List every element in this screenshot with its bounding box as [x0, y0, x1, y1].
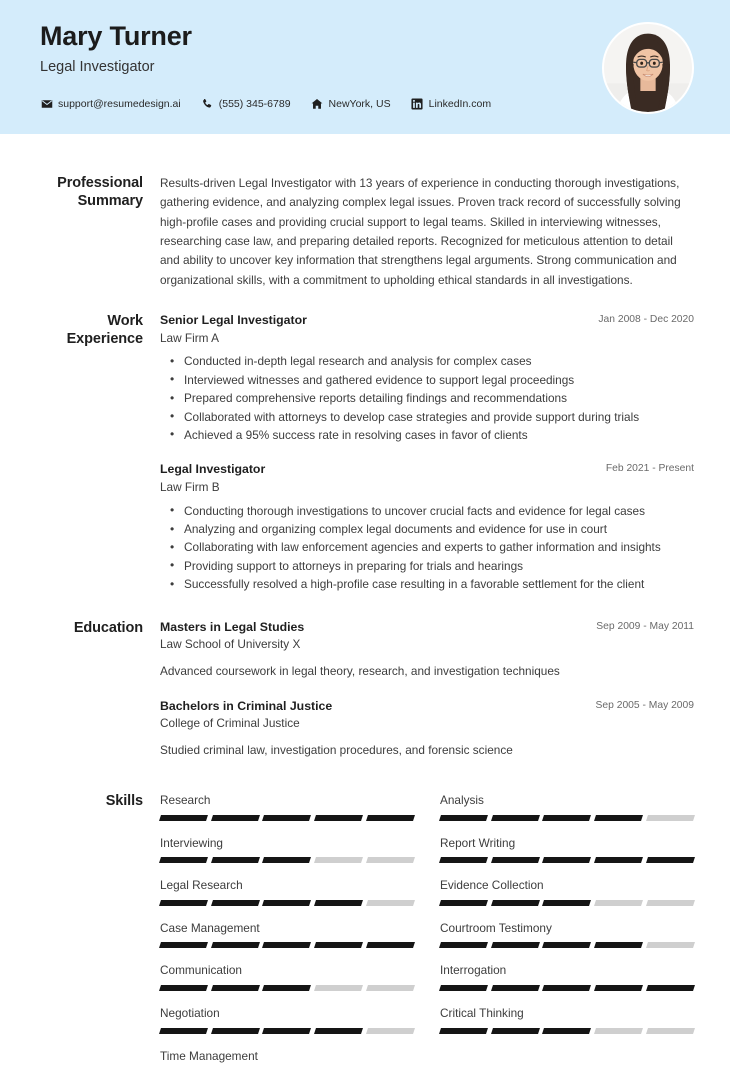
school-name: Law School of University X: [160, 636, 582, 653]
skill-name: Courtroom Testimony: [440, 920, 694, 937]
skill-level-segment: [491, 900, 540, 906]
entry-titles: [160, 698, 582, 732]
list-item: • Collaborated with attorneys to develop case strategies and provide support during trials: [182, 409, 694, 426]
skill-level-segment: [542, 1028, 591, 1034]
skill-level-segment: [262, 985, 311, 991]
skill-level-segment: [366, 815, 415, 821]
skill-level-segment: [594, 900, 643, 906]
skill-level-bar: [440, 815, 694, 821]
list-item: • Analyzing and organizing complex legal documents and evidence for use in court: [182, 521, 694, 538]
responsibility-list: [160, 353, 694, 444]
degree-title: Masters in Legal Studies: [160, 619, 582, 636]
contact-text: support@resumedesign.ai: [58, 98, 181, 110]
skill-name: Case Management: [160, 920, 414, 937]
skill-level-segment: [594, 985, 643, 991]
skill-name: Time Management: [160, 1048, 414, 1065]
skill-level-segment: [542, 857, 591, 863]
skill-level-segment: [262, 857, 311, 863]
skill-level-segment: [542, 942, 591, 948]
skill-name: Negotiation: [160, 1005, 414, 1022]
skill-name: Communication: [160, 962, 414, 979]
entry-header: [160, 312, 694, 346]
summary-text: Results-driven Legal Investigator with 13 years of experience in conducting thorough investigations, gathering evidence, and analyzing complex legal issues. Proven track record of successfully solving high-profile cases and providing crucial support to legal teams. Skilled in interviewing witnesses, researching case law, and preparing detailed reports. Recognized for meticulous attention to detail and ability to uncover key information that strengthens legal arguments. Strong communication and organizational skills, with a commitment to upholding ethical standards in all investigations.: [160, 174, 694, 290]
company-name: Law Firm A: [160, 330, 584, 347]
skill-level-segment: [366, 857, 415, 863]
education-entry: [160, 698, 694, 760]
skill-level-segment: [594, 857, 643, 863]
skill-name: Interviewing: [160, 835, 414, 852]
skill-level-segment: [542, 900, 591, 906]
skill-name: Interrogation: [440, 962, 694, 979]
skill-level-segment: [594, 942, 643, 948]
section-label-education: Education: [40, 619, 160, 762]
section-label-skills: Skills: [40, 792, 160, 1084]
skill-item: [440, 835, 694, 878]
skill-item: [160, 1048, 414, 1084]
contact-row: [40, 97, 511, 110]
skill-item: [440, 962, 694, 1005]
skill-level-segment: [159, 857, 208, 863]
entry-header: [160, 619, 694, 653]
contact-text: NewYork, US: [329, 98, 391, 110]
skill-level-segment: [439, 900, 488, 906]
skill-level-bar: [440, 942, 694, 948]
list-item: • Collaborating with law enforcement agencies and experts to gather information and insights: [182, 539, 694, 556]
skill-level-segment: [439, 857, 488, 863]
experience-entry: [160, 312, 694, 444]
skill-level-segment: [439, 1028, 488, 1034]
contact-item-linkedin[interactable]: [411, 97, 491, 110]
skill-item: [160, 877, 414, 920]
skill-level-segment: [159, 1028, 208, 1034]
list-item: • Achieved a 95% success rate in resolving cases in favor of clients: [182, 427, 694, 444]
company-name: Law Firm B: [160, 479, 592, 496]
skill-name: Report Writing: [440, 835, 694, 852]
contact-text: LinkedIn.com: [429, 98, 491, 110]
skill-level-segment: [542, 815, 591, 821]
skill-name: Legal Research: [160, 877, 414, 894]
education-entry: [160, 619, 694, 681]
date-range: Jan 2008 - Dec 2020: [584, 312, 694, 325]
skill-name: Critical Thinking: [440, 1005, 694, 1022]
skill-level-segment: [314, 900, 363, 906]
contact-item-envelope[interactable]: [40, 97, 181, 110]
skill-level-segment: [211, 857, 260, 863]
entry-titles: [160, 461, 592, 495]
skill-level-bar: [160, 900, 414, 906]
skill-level-segment: [262, 1028, 311, 1034]
skill-item: [440, 920, 694, 963]
skill-level-segment: [646, 900, 695, 906]
page-title: Mary Turner: [40, 22, 730, 52]
skill-level-segment: [542, 985, 591, 991]
list-item: • Interviewed witnesses and gathered evidence to support legal proceedings: [182, 372, 694, 389]
section-professional-summary: [0, 174, 730, 290]
skill-level-bar: [160, 942, 414, 948]
skill-level-segment: [491, 815, 540, 821]
list-item: • Conducting thorough investigations to uncover crucial facts and evidence for legal cases: [182, 503, 694, 520]
list-item: • Conducted in-depth legal research and analysis for complex cases: [182, 353, 694, 370]
skill-level-segment: [262, 815, 311, 821]
skill-item: [160, 792, 414, 835]
skill-level-segment: [262, 900, 311, 906]
envelope-icon: [40, 97, 53, 110]
date-range: Feb 2021 - Present: [592, 461, 694, 474]
skill-item: [440, 877, 694, 920]
linkedin-icon: [411, 97, 424, 110]
education-note: Studied criminal law, investigation procedures, and forensic science: [160, 742, 694, 760]
phone-icon: [201, 97, 214, 110]
home-icon: [311, 97, 324, 110]
skill-level-segment: [211, 985, 260, 991]
skill-name: Analysis: [440, 792, 694, 809]
skill-level-bar: [440, 985, 694, 991]
skill-name: Research: [160, 792, 414, 809]
list-item: • Providing support to attorneys in preparing for trials and hearings: [182, 558, 694, 575]
entry-header: [160, 461, 694, 495]
job-position-title: Senior Legal Investigator: [160, 312, 584, 329]
skill-level-segment: [211, 942, 260, 948]
job-title: Legal Investigator: [40, 59, 730, 76]
skill-level-segment: [159, 985, 208, 991]
skill-level-segment: [491, 857, 540, 863]
skill-level-bar: [440, 1028, 694, 1034]
contact-item-phone[interactable]: [201, 97, 291, 110]
skill-level-segment: [439, 815, 488, 821]
skill-item: [440, 1005, 694, 1048]
section-label-experience: Work Experience: [40, 312, 160, 596]
skill-level-segment: [314, 985, 363, 991]
skill-level-bar: [440, 900, 694, 906]
skill-level-bar: [160, 857, 414, 863]
skill-level-segment: [594, 815, 643, 821]
job-position-title: Legal Investigator: [160, 461, 592, 478]
experience-entry: [160, 461, 694, 593]
section-skills: [0, 792, 730, 1084]
skill-level-segment: [439, 942, 488, 948]
skills-grid: [160, 792, 694, 1084]
skill-level-segment: [159, 942, 208, 948]
skill-level-segment: [366, 900, 415, 906]
skill-level-bar: [440, 857, 694, 863]
skill-level-segment: [491, 985, 540, 991]
education-note: Advanced coursework in legal theory, research, and investigation techniques: [160, 663, 694, 681]
skill-level-segment: [646, 985, 695, 991]
entry-titles: [160, 619, 582, 653]
skill-level-segment: [314, 942, 363, 948]
skill-level-segment: [646, 815, 695, 821]
contact-text: (555) 345-6789: [219, 98, 291, 110]
skill-level-segment: [366, 1028, 415, 1034]
entry-titles: [160, 312, 584, 346]
skill-level-segment: [646, 857, 695, 863]
skill-level-segment: [262, 942, 311, 948]
list-item: • Prepared comprehensive reports detailing findings and recommendations: [182, 390, 694, 407]
skill-level-segment: [646, 942, 695, 948]
skill-level-bar: [160, 1028, 414, 1034]
school-name: College of Criminal Justice: [160, 715, 582, 732]
education-entries: [160, 619, 694, 762]
skill-item: [160, 835, 414, 878]
responsibility-list: [160, 503, 694, 594]
skill-level-segment: [491, 942, 540, 948]
profile-photo-illustration: [604, 24, 692, 112]
skill-level-segment: [314, 1028, 363, 1034]
skill-level-segment: [211, 815, 260, 821]
skill-item: [160, 1005, 414, 1048]
skill-name: Evidence Collection: [440, 877, 694, 894]
skill-level-segment: [159, 815, 208, 821]
avatar: [602, 22, 694, 114]
date-range: Sep 2005 - May 2009: [582, 698, 694, 711]
experience-entries: [160, 312, 694, 596]
section-education: [0, 619, 730, 762]
list-item: • Successfully resolved a high-profile case resulting in a favorable settlement for the client: [182, 576, 694, 593]
skill-level-segment: [211, 900, 260, 906]
section-label-summary: Professional Summary: [40, 174, 160, 290]
section-work-experience: [0, 312, 730, 596]
skill-item: [160, 920, 414, 963]
skill-level-segment: [314, 815, 363, 821]
contact-item-home[interactable]: [311, 97, 391, 110]
skill-level-segment: [159, 900, 208, 906]
skill-item: [160, 962, 414, 1005]
skill-level-segment: [439, 985, 488, 991]
date-range: Sep 2009 - May 2011: [582, 619, 694, 632]
skill-level-segment: [646, 1028, 695, 1034]
skill-level-segment: [314, 857, 363, 863]
skill-level-segment: [491, 1028, 540, 1034]
degree-title: Bachelors in Criminal Justice: [160, 698, 582, 715]
skill-item: [440, 792, 694, 835]
skill-level-segment: [594, 1028, 643, 1034]
skill-level-bar: [160, 985, 414, 991]
entry-header: [160, 698, 694, 732]
resume-header: [0, 0, 730, 134]
skill-level-bar: [160, 815, 414, 821]
skill-level-segment: [366, 942, 415, 948]
skill-level-segment: [366, 985, 415, 991]
skill-level-segment: [211, 1028, 260, 1034]
